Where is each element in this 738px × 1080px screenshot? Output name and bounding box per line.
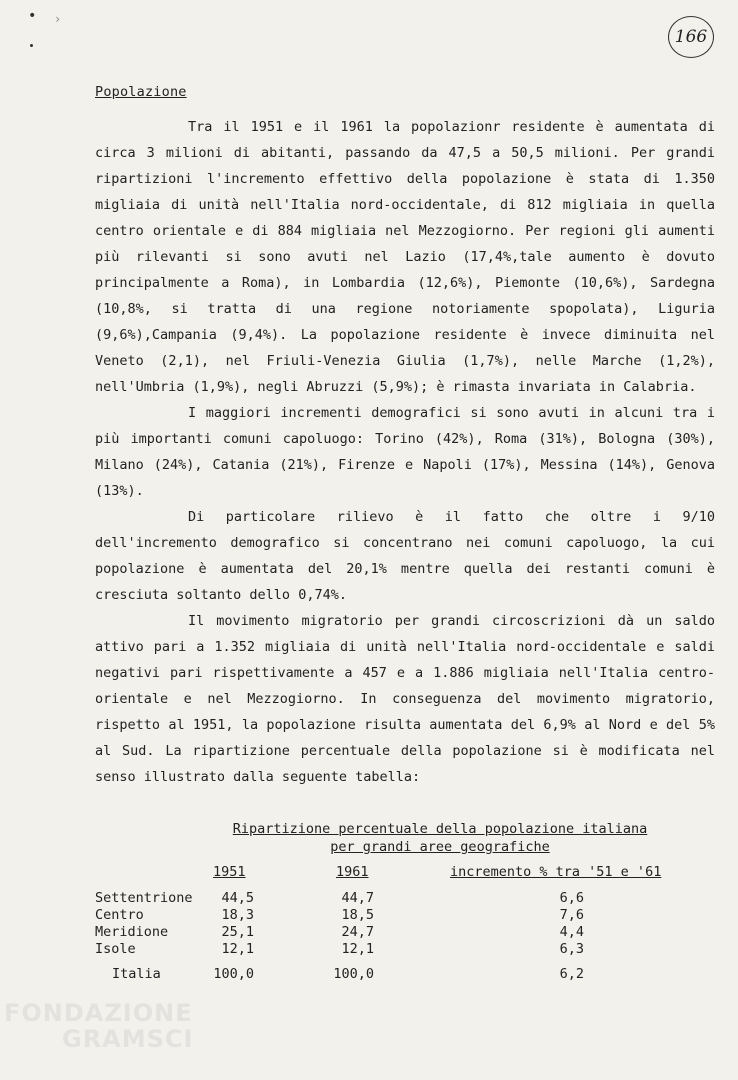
pencil-mark: ›: [54, 12, 62, 26]
row-label: Isole: [95, 941, 136, 957]
value-1951: 25,1: [221, 924, 254, 940]
value-1961: 44,7: [341, 890, 374, 906]
table-subtitle: per grandi aree geografiche: [330, 839, 550, 855]
paragraph: Di particolare rilievo è il fatto che oltre i 9/10 dell'incremento demografico si concentrano nei comuni capoluogo, la cui popolazione è aumentata del 20,1% mentre quella dei restanti comuni è cresciuta soltanto dello 0,74%.: [95, 509, 715, 603]
archive-watermark: [4, 1000, 193, 1052]
paragraph: Tra il 1951 e il 1961 la popolazionr residente è aumentata di circa 3 milioni di abitanti, passando da 47,5 a 50,5 milioni. Per grandi ripartizioni l'incremento effettivo della popolazione è stata di 1.350 migliaia di unità nell'Italia nord-occidentale, di 812 migliaia in quella centro orientale e di 884 migliaia nel Mezzogiorno. Per regioni gli aumenti più rilevanti si sono avuti nel Lazio (17,4%,tale aumento è dovuto principalmente a Roma), in Lombardia (12,6%), Piemonte (10,6%), Sardegna (10,8%, si tratta di una regione notoriamente spopolata), Liguria (9,6%),Campania (9,4%). La popolazione residente è invece diminuita nel Veneto (2,1), nel Friuli-Venezia Giulia (1,7%), nelle Marche (1,2%), nell'Umbria (1,9%), negli Abruzzi (5,9%); è rimasta invariata in Calabria.: [95, 119, 715, 395]
value-increment: 6,3: [559, 941, 584, 957]
value-1961: 24,7: [341, 924, 374, 940]
row-label: Meridione: [95, 924, 169, 940]
pencil-mark: •: [28, 8, 37, 24]
value-1951: 12,1: [221, 941, 254, 957]
table-title: Ripartizione percentuale della popolazione italiana: [232, 821, 648, 837]
table-row-total: [0, 966, 738, 984]
value-1961: 18,5: [341, 907, 374, 923]
value-1961: 12,1: [341, 941, 374, 957]
watermark-line: GRAMSCI: [62, 1025, 194, 1053]
hole-punch-dot: [30, 44, 33, 47]
value-1951: 18,3: [221, 907, 254, 923]
row-label: Italia: [112, 966, 161, 982]
section-heading: Popolazione: [95, 84, 187, 100]
table-row: [0, 890, 738, 908]
body-text: [95, 114, 715, 790]
value-increment: 6,2: [559, 966, 584, 982]
watermark-line: FONDAZIONE: [4, 999, 193, 1027]
page-number: 166: [668, 16, 714, 58]
table-row: [0, 941, 738, 959]
paragraph: I maggiori incrementi demografici si sono avuti in alcuni tra i più importanti comuni capoluogo: Torino (42%), Roma (31%), Bologna (30%), Milano (24%), Catania (21%), Firenze e Napoli (17%), Messina (14%), Genova (13%).: [95, 405, 715, 499]
row-label: Centro: [95, 907, 144, 923]
row-label: Settentrione: [95, 890, 193, 906]
value-1951: 44,5: [221, 890, 254, 906]
column-header-1961: 1961: [336, 864, 369, 880]
value-1951: 100,0: [213, 966, 254, 982]
table-row: [0, 907, 738, 925]
value-increment: 7,6: [559, 907, 584, 923]
paragraph: Il movimento migratorio per grandi circoscrizioni dà un saldo attivo pari a 1.352 migliaia di unità nell'Italia nord-occidentale e saldi negativi pari rispettivamente a 457 e a 1.886 migliaia nell'Italia centro-orientale e nel Mezzogiorno. In conseguenza del movimento migratorio, rispetto al 1951, la popolazione risulta aumentata del 6,9% al Nord e del 5% al Sud. La ripartizione percentuale della popolazione si è modificata nel senso illustrato dalla seguente tabella:: [95, 613, 715, 785]
column-header-1951: 1951: [213, 864, 246, 880]
column-header-increment: incremento % tra '51 e '61: [450, 864, 662, 880]
value-increment: 4,4: [559, 924, 584, 940]
value-1961: 100,0: [333, 966, 374, 982]
table-row: [0, 924, 738, 942]
value-increment: 6,6: [559, 890, 584, 906]
